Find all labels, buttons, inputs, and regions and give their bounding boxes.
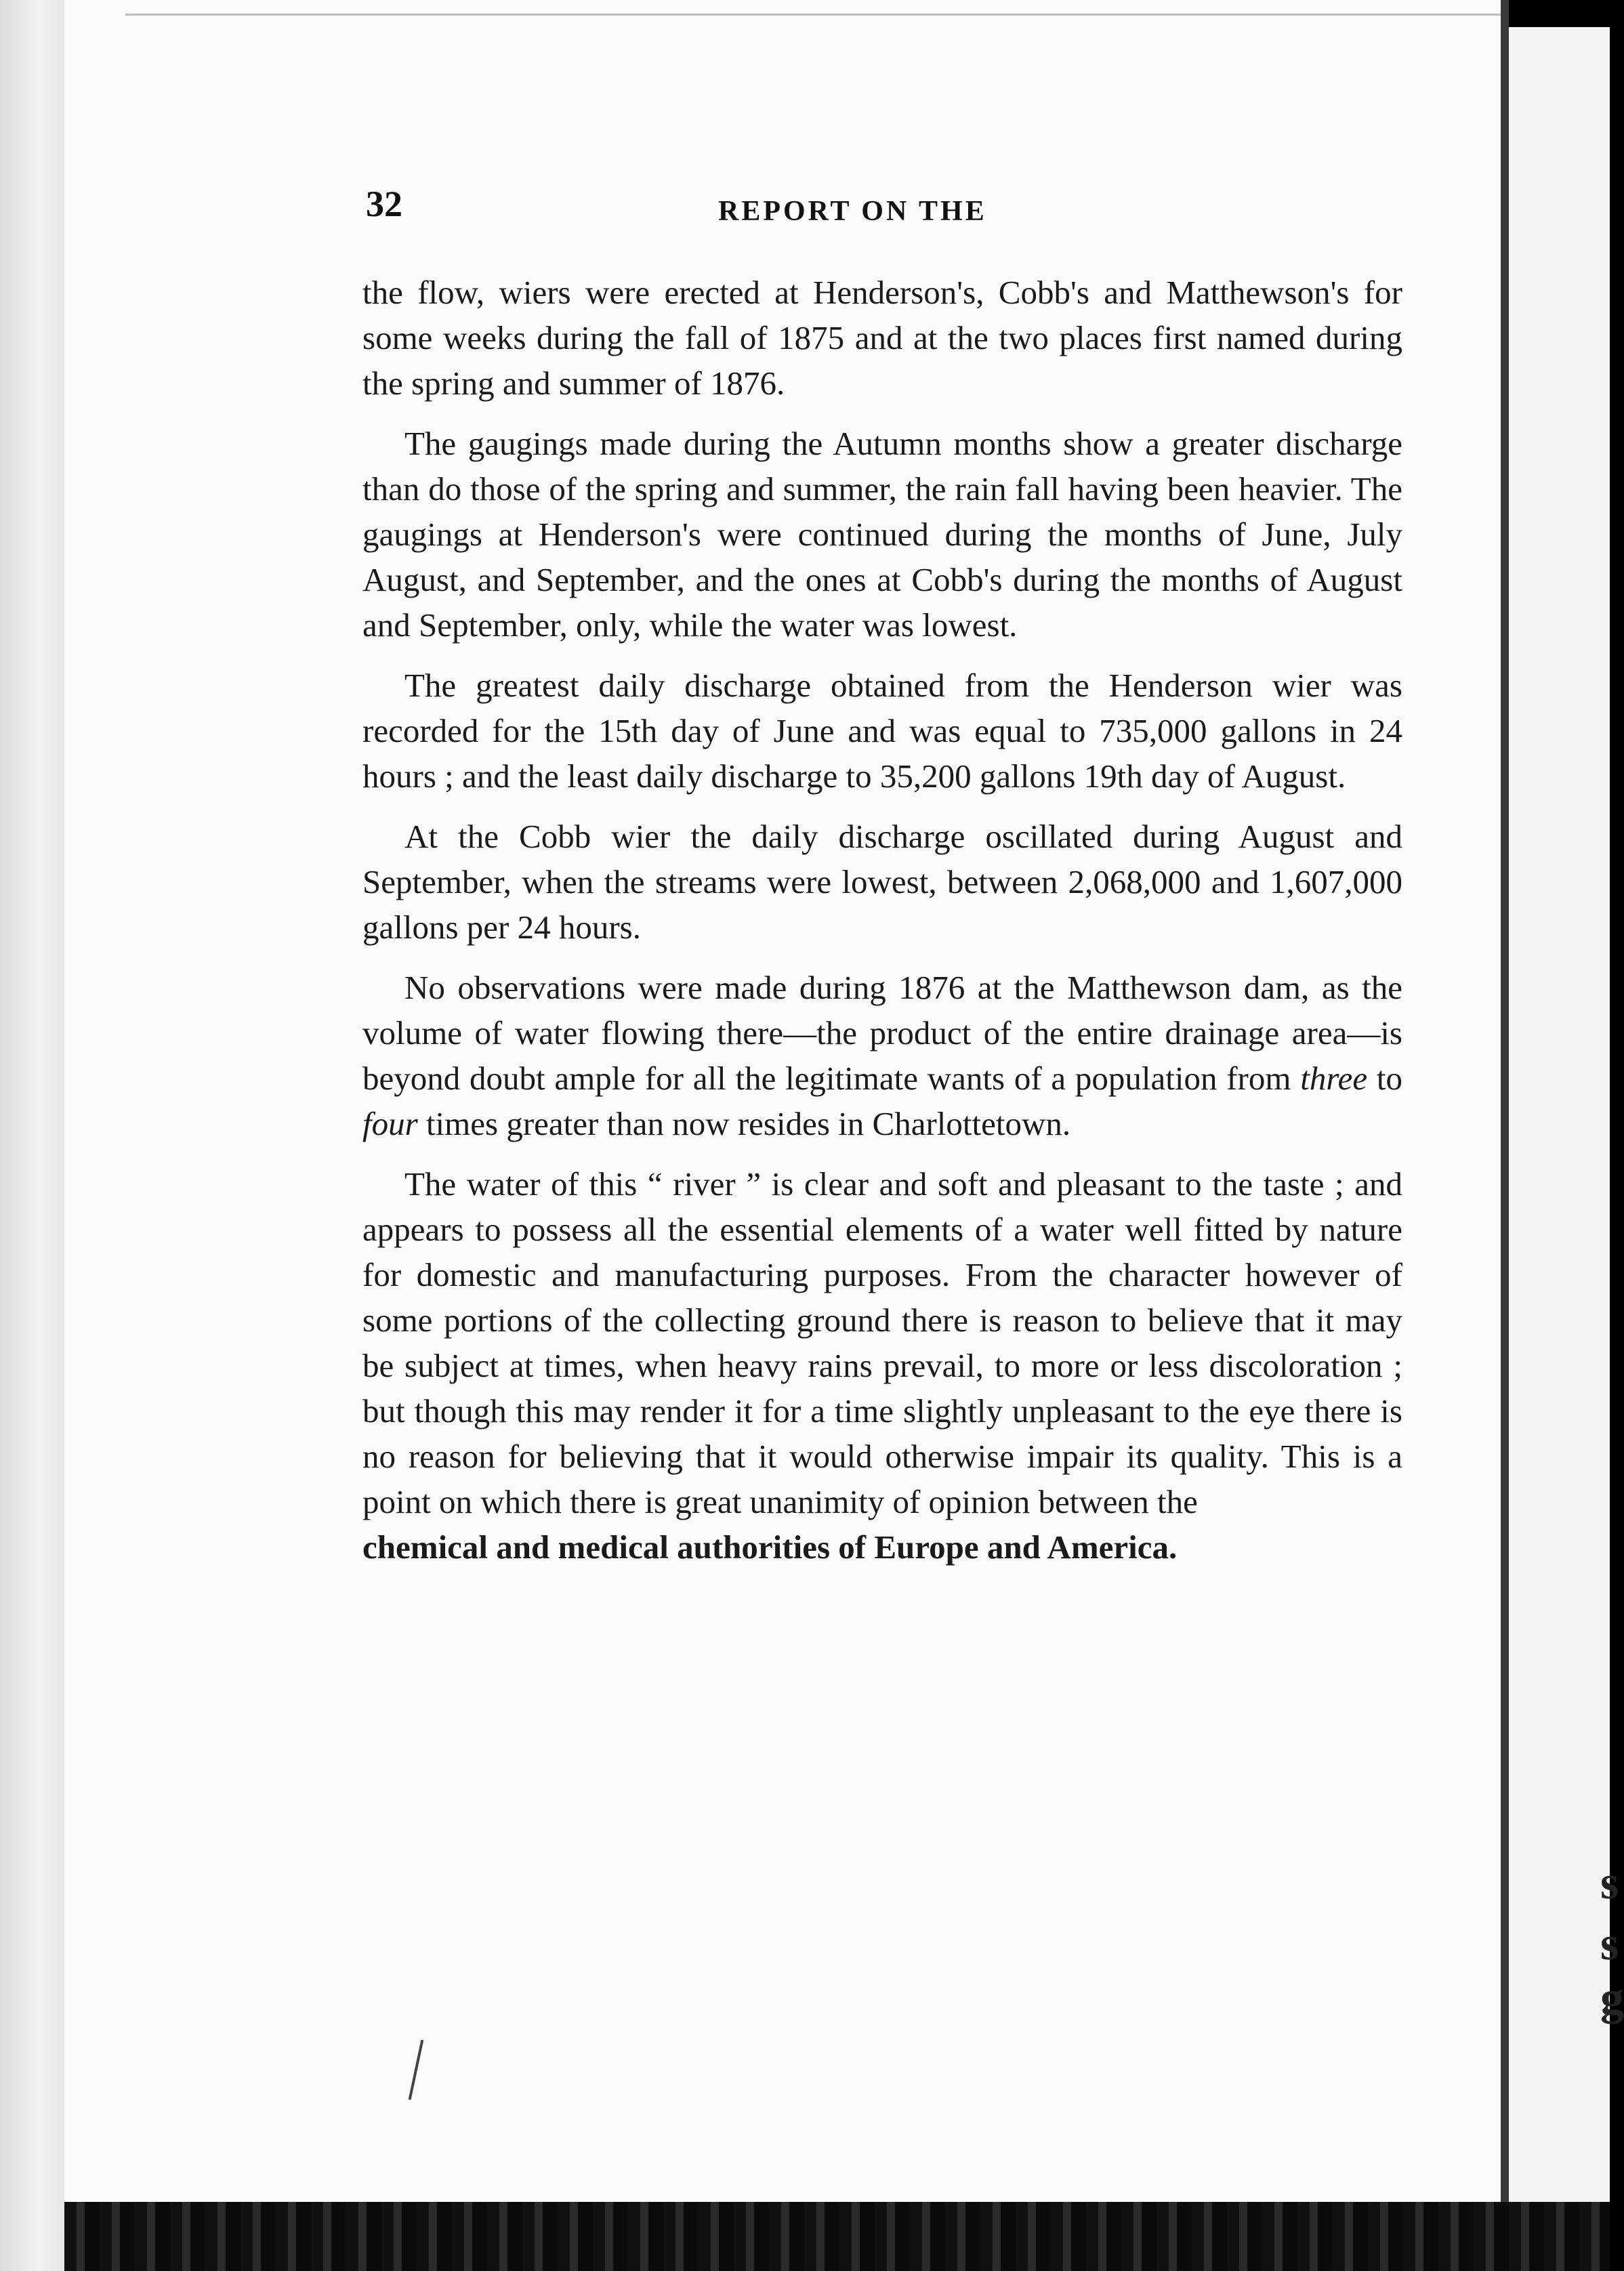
- page-header: [366, 183, 1402, 237]
- adjacent-page-fragment: s: [1600, 1918, 1619, 1970]
- paragraph: the flow, wiers were erected at Henderson's, Cobb's and Matthewson's for some weeks during the fall of 1875 and at the two places first named during the spring and summer of 1876.: [362, 274, 1402, 402]
- body-text: [362, 270, 1402, 1585]
- paragraph: The water of this “ river ” is clear and soft and pleasant to the taste ; and appears to possess all the essential elements of a water well fitted by nature for domestic and manufacturing purposes. From the character however of some portions of the collecting ground there is reason to believe that it may be subject at times, when heavy rains prevail, to more or less discoloration ; but though this may render it for a time slightly unpleasant to the eye there is no reason for believing that it would otherwise impair its quality. This is a point on which there is great unanimity of opinion between the: [362, 1165, 1402, 1520]
- adjacent-page-fragment: s: [1600, 1857, 1619, 1909]
- closing-line: chemical and medical authorities of Europe and America.: [362, 1528, 1178, 1566]
- adjacent-page-strip: [1509, 27, 1624, 2236]
- scan-bottom-edge: [64, 2202, 1610, 2271]
- left-page-margin: [0, 0, 64, 2271]
- paragraph: The gaugings made during the Autumn months show a greater discharge than do those of the spring and summer, the rain fall having been heavier. The gaugings at Henderson's were continued during the months of June, July August, and September, and the ones at Cobb's during the months of August and September, only, while the water was lowest.: [362, 425, 1402, 644]
- paragraph: At the Cobb wier the daily discharge oscillated during August and September, when the streams were lowest, between 2,068,000 and 1,607,000 gallons per 24 hours.: [362, 818, 1402, 946]
- paragraph: [362, 965, 1402, 1146]
- paragraph-text: times greater than now resides in Charlottetown.: [417, 1105, 1071, 1142]
- page-top-edge: [125, 14, 1501, 16]
- paragraph-text: to: [1367, 1060, 1402, 1097]
- page-number: 32: [366, 184, 402, 224]
- running-title: REPORT ON THE: [718, 196, 987, 227]
- adjacent-page-fragment: g: [1600, 1972, 1624, 2024]
- italic-word: four: [362, 1105, 418, 1142]
- paragraph-text: No observations were made during 1876 at the Matthewson dam, as the volume of water flowing there—the product of the entire drainage area—is beyond doubt ample for all the legitimate wants of a population from: [362, 969, 1402, 1097]
- paragraph: The greatest daily discharge obtained from the Henderson wier was recorded for the 15th day of June and was equal to 735,000 gallons in 24 hours ; and the least daily discharge to 35,200 gallons 19th day of August.: [362, 667, 1402, 795]
- italic-word: three: [1300, 1060, 1368, 1097]
